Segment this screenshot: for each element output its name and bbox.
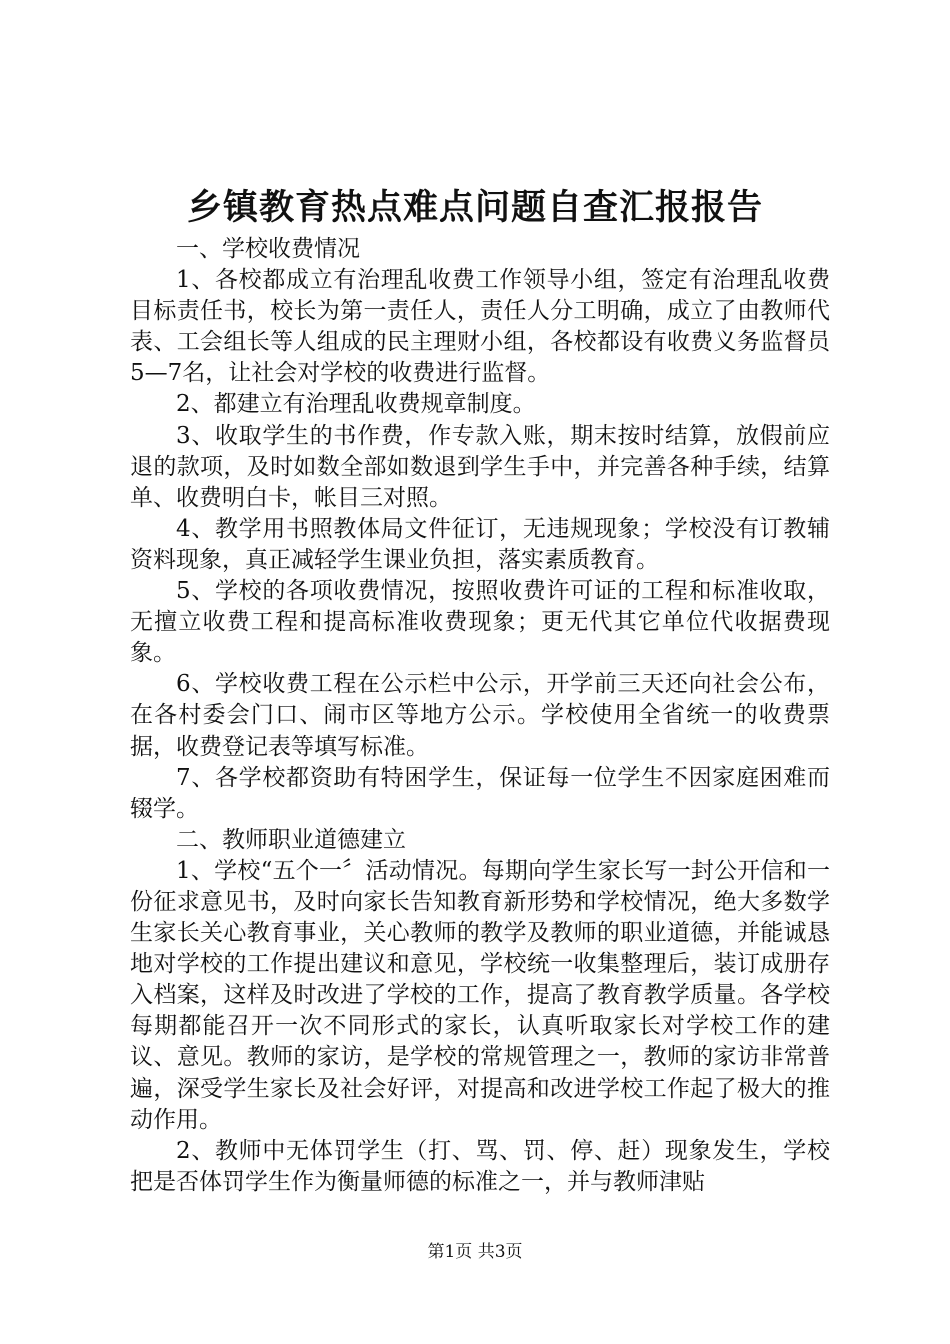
document-body [130, 234, 830, 1198]
paragraph: 1、学校“五个一〞活动情况。每期向学生家长写一封公开信和一份征求意见书，及时向家长告知教育新形势和学校情况，绝大多数学生家长关心教育事业，关心教师的教学及教师的职业道德，并能诚恳地对学校的工作提出建议和意见，学校统一收集整理后，装订成册存入档案，这样及时改进了学校的工作，提高了教育教学质量。各学校每期都能召开一次不同形式的家长，认真听取家长对学校工作的建议、意见。教师的家访，是学校的常规管理之一，教师的家访非常普遍，深受学生家长及社会好评，对提高和改进学校工作起了极大的推动作用。 [130, 857, 830, 1133]
section-heading-ethics: 二、教师职业道德建立 [176, 826, 406, 853]
paragraph: 1、各校都成立有治理乱收费工作领导小组，签定有治理乱收费目标责任书，校长为第一责任人，责任人分工明确，成立了由教师代表、工会组长等人组成的民主理财小组，各校都设有收费义务监督员5—7名，让社会对学校的收费进行监督。 [130, 267, 830, 387]
paragraph: 7、各学校都资助有特困学生，保证每一位学生不因家庭困难而辍学。 [130, 764, 830, 822]
paragraph: 4、教学用书照教体局文件征订，无违规现象；学校没有订教辅资料现象，真正减轻学生课业负担，落实素质教育。 [130, 515, 830, 573]
paragraph: 2、教师中无体罚学生（打、骂、罚、停、赶）现象发生，学校把是否体罚学生作为衡量师德的标准之一，并与教师津贴 [130, 1137, 830, 1195]
section-heading-fees: 一、学校收费情况 [176, 236, 360, 262]
document-title: 乡镇教育热点难点问题自查汇报报告 [186, 187, 763, 228]
paragraph: 6、学校收费工程在公示栏中公示，开学前三天还向社会公布，在各村委会门口、闹市区等地方公示。学校使用全省统一的收费票据，收费登记表等填写标准。 [130, 671, 830, 760]
page-footer: 第1页 共3页 [427, 1242, 523, 1262]
paragraph: 2、都建立有治理乱收费规章制度。 [176, 391, 536, 418]
paragraph: 3、收取学生的书作费，作专款入账，期末按时结算，放假前应退的款项，及时如数全部如数退到学生手中，并完善各种手续，结算单、收费明白卡，帐目三对照。 [130, 422, 830, 511]
paragraph: 5、学校的各项收费情况，按照收费许可证的工程和标准收取，无擅立收费工程和提高标准收费现象；更无代其它单位代收据费现象。 [130, 578, 830, 667]
